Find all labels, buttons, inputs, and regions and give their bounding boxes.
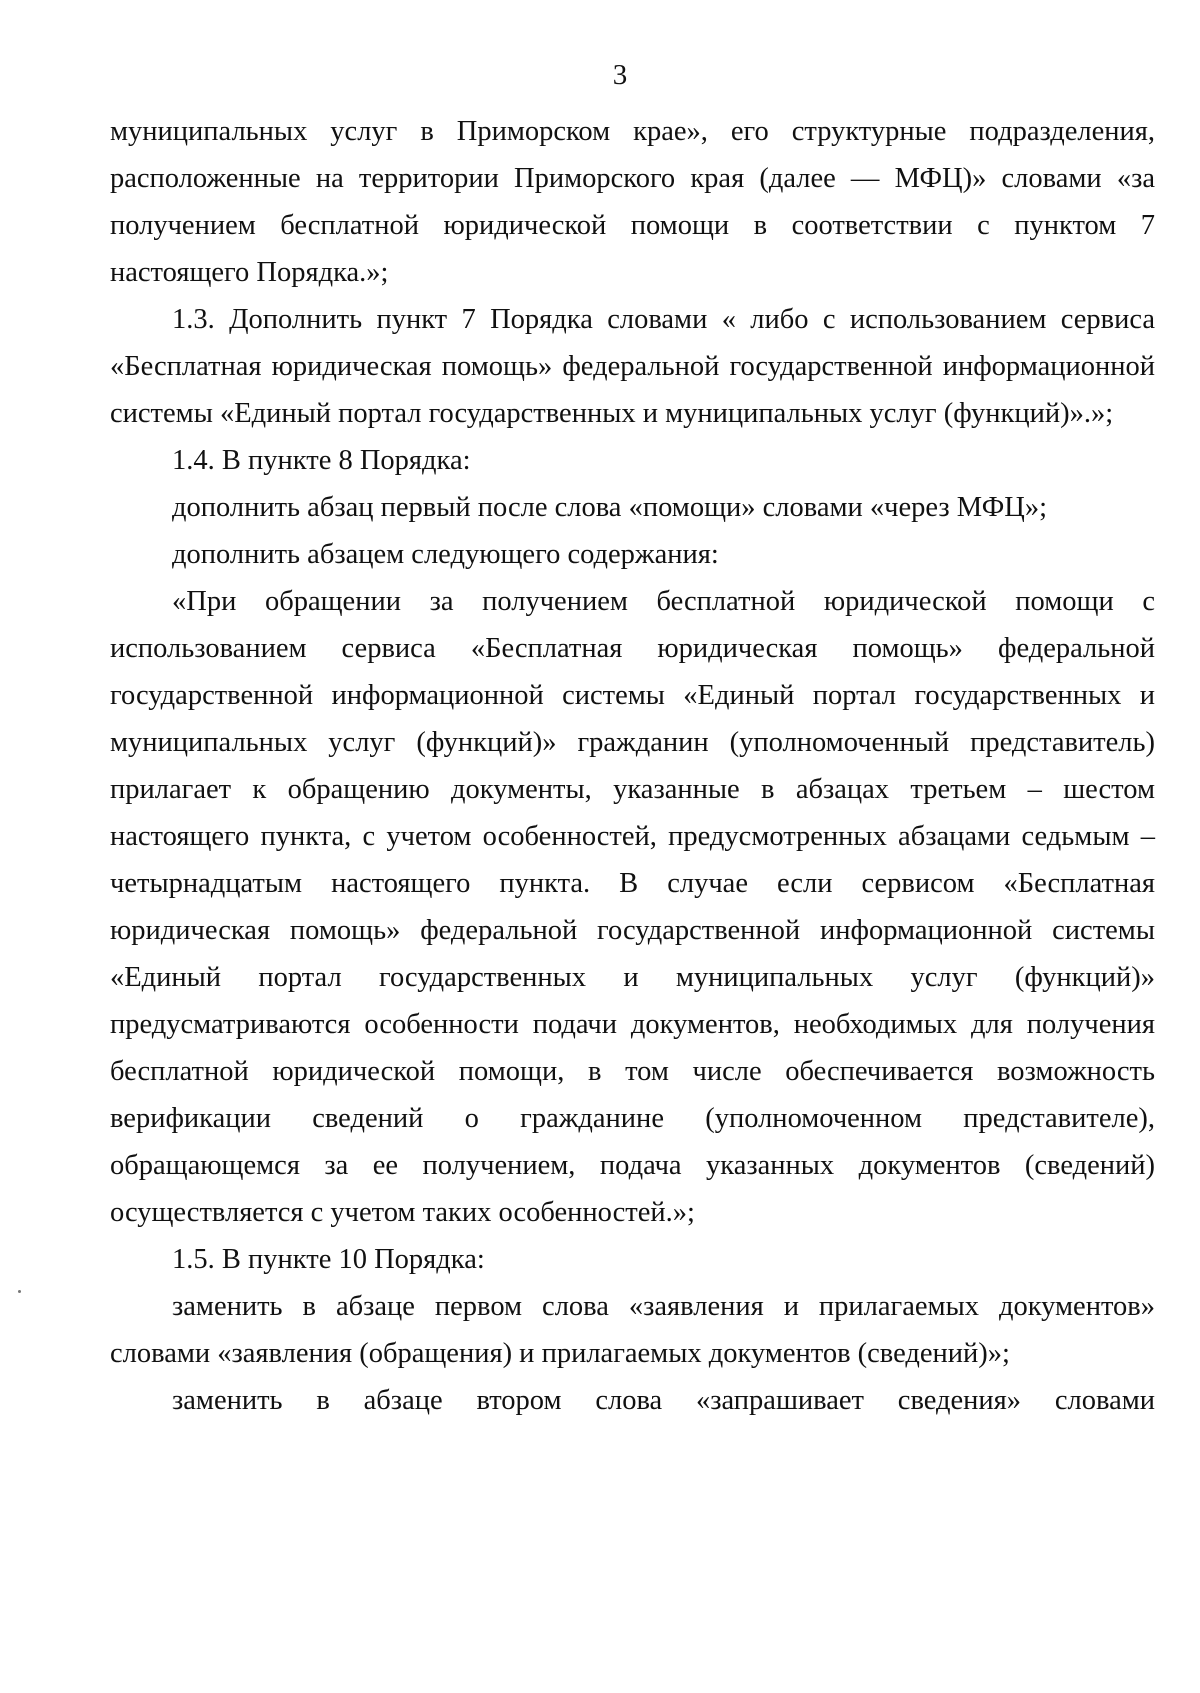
paragraph-continuation: муниципальных услуг в Приморском крае», его структурные подразделения, расположенные на территории Приморского края (далее — МФЦ)» словами «за получением бесплатной юридической помощи в соответствии с пунктом 7 настоящего Порядка.»; [110, 116, 1155, 288]
page-number: 3 [612, 59, 628, 91]
paragraph-quoted-insertion: «При обращении за получением бесплатной юридической помощи с использованием сервиса «Бесплатная юридическая помощь» федеральной государственной информационной системы «Единый портал государственных и муниципальных услуг (функций)» гражданин (уполномоченный представитель) прилагает к обращению документы, указанные в абзацах третьем – шестом настоящего пункта, с учетом особенностей, предусмотренных абзацами седьмым – четырнадцатым настоящего пункта. В случае если сервисом «Бесплатная юридическая помощь» федеральной государственной информационной системы «Единый портал государственных и муниципальных услуг (функций)» предусматриваются особенности подачи документов, необходимых для получения бесплатной юридической помощи, в том числе обеспечивается возможность верификации сведений о гражданине (уполномоченном представителе), обращающемся за ее получением, подача указанных документов (сведений) осуществляется с учетом таких особенностей.»; [110, 586, 1155, 1228]
paragraph-item-1-3: 1.3. Дополнить пункт 7 Порядка словами « либо с использованием сервиса «Бесплатная юридическая помощь» федеральной государственной информационной системы «Единый портал государственных и муниципальных услуг (функций)».»; [110, 304, 1155, 429]
paragraph-replace-second: заменить в абзаце втором слова «запрашивает сведения» словами [172, 1385, 1155, 1416]
scan-speck [18, 1290, 21, 1293]
paragraph-item-1-5: 1.5. В пункте 10 Порядка: [172, 1244, 485, 1275]
paragraph-amend-add: дополнить абзацем следующего содержания: [172, 539, 719, 570]
document-body [110, 108, 1155, 1424]
paragraph-replace-first: заменить в абзаце первом слова «заявления и прилагаемых документов» словами «заявления (обращения) и прилагаемых документов (сведений)»; [110, 1291, 1155, 1369]
paragraph-item-1-4: 1.4. В пункте 8 Порядка: [172, 445, 471, 476]
paragraph-amend-first: дополнить абзац первый после слова «помощи» словами «через МФЦ»; [172, 492, 1048, 523]
